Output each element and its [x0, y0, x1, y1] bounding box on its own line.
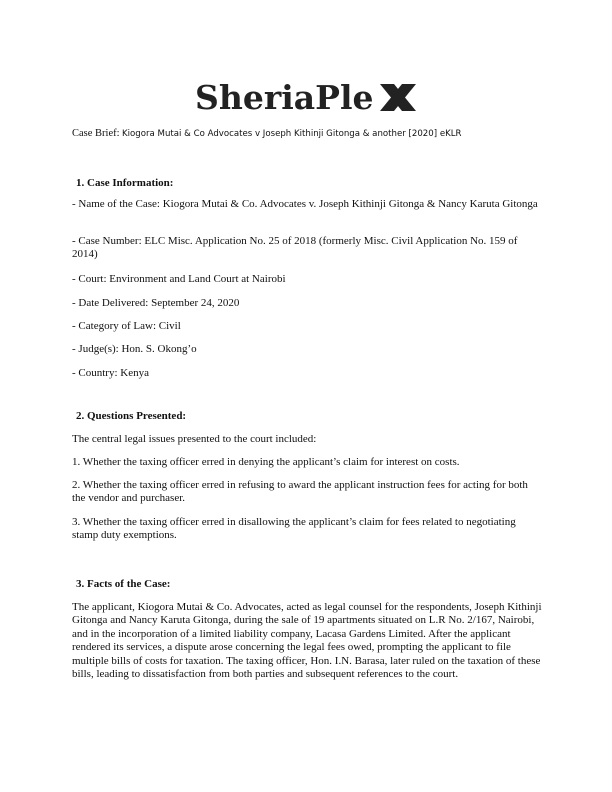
sheriaplex-logo: [0, 74, 612, 118]
category-of-law-item: - Category of Law: Civil: [72, 320, 181, 332]
judges-item: - Judge(s): Hon. S. Okong’o: [72, 343, 197, 355]
question-item: 1. Whether the taxing officer erred in denying the applicant’s claim for interest on costs.: [72, 456, 460, 468]
country-item: - Country: Kenya: [72, 367, 149, 379]
case-information-heading: 1. Case Information:: [76, 177, 174, 189]
facts-body: The applicant, Kiogora Mutai & Co. Advocates, acted as legal counsel for the respondents, Joseph Kithinji Gitonga and Nancy Karuta Gitonga, during the sale of 19 apartments situated on L.R No. 2/167, Nairobi, and in the incorporation of a limited liability company, Lacasa Gardens Limited. After the applicant rendered its services, a dispute arose concerning the legal fees owed, prompting the applicant to file multiple bills of costs for taxation. The taxing officer, Hon. I.N. Barasa, later ruled on the taxation of these bills, leading to dissatisfaction from both parties and subsequent references to the court.: [72, 601, 542, 681]
case-number-item: - Case Number: ELC Misc. Application No. 25 of 2018 (formerly Misc. Civil Application No. 159 of 2014): [72, 235, 518, 261]
case-brief-label: Case Brief:: [72, 128, 120, 139]
case-brief-line: [72, 128, 462, 139]
court-item: - Court: Environment and Land Court at Nairobi: [72, 273, 286, 285]
questions-intro: The central legal issues presented to the court included:: [72, 433, 317, 445]
date-delivered-item: - Date Delivered: September 24, 2020: [72, 297, 240, 309]
question-item: 2. Whether the taxing officer erred in refusing to award the applicant instruction fees for acting for both the vendor and purchaser.: [72, 479, 528, 505]
facts-heading: 3. Facts of the Case:: [76, 578, 171, 590]
question-item: 3. Whether the taxing officer erred in disallowing the applicant’s claim for fees related to negotiating stamp duty exemptions.: [72, 516, 516, 542]
questions-presented-heading: 2. Questions Presented:: [76, 410, 187, 422]
case-brief-title: Kiogora Mutai & Co Advocates v Joseph Kithinji Gitonga & another [2020] eKLR: [122, 129, 462, 139]
logo-text: SheriaPle: [195, 78, 374, 117]
case-name-item: - Name of the Case: Kiogora Mutai & Co. Advocates v. Joseph Kithinji Gitonga & Nancy Karuta Gitonga: [72, 198, 538, 210]
logo-x-mark: [380, 84, 416, 111]
